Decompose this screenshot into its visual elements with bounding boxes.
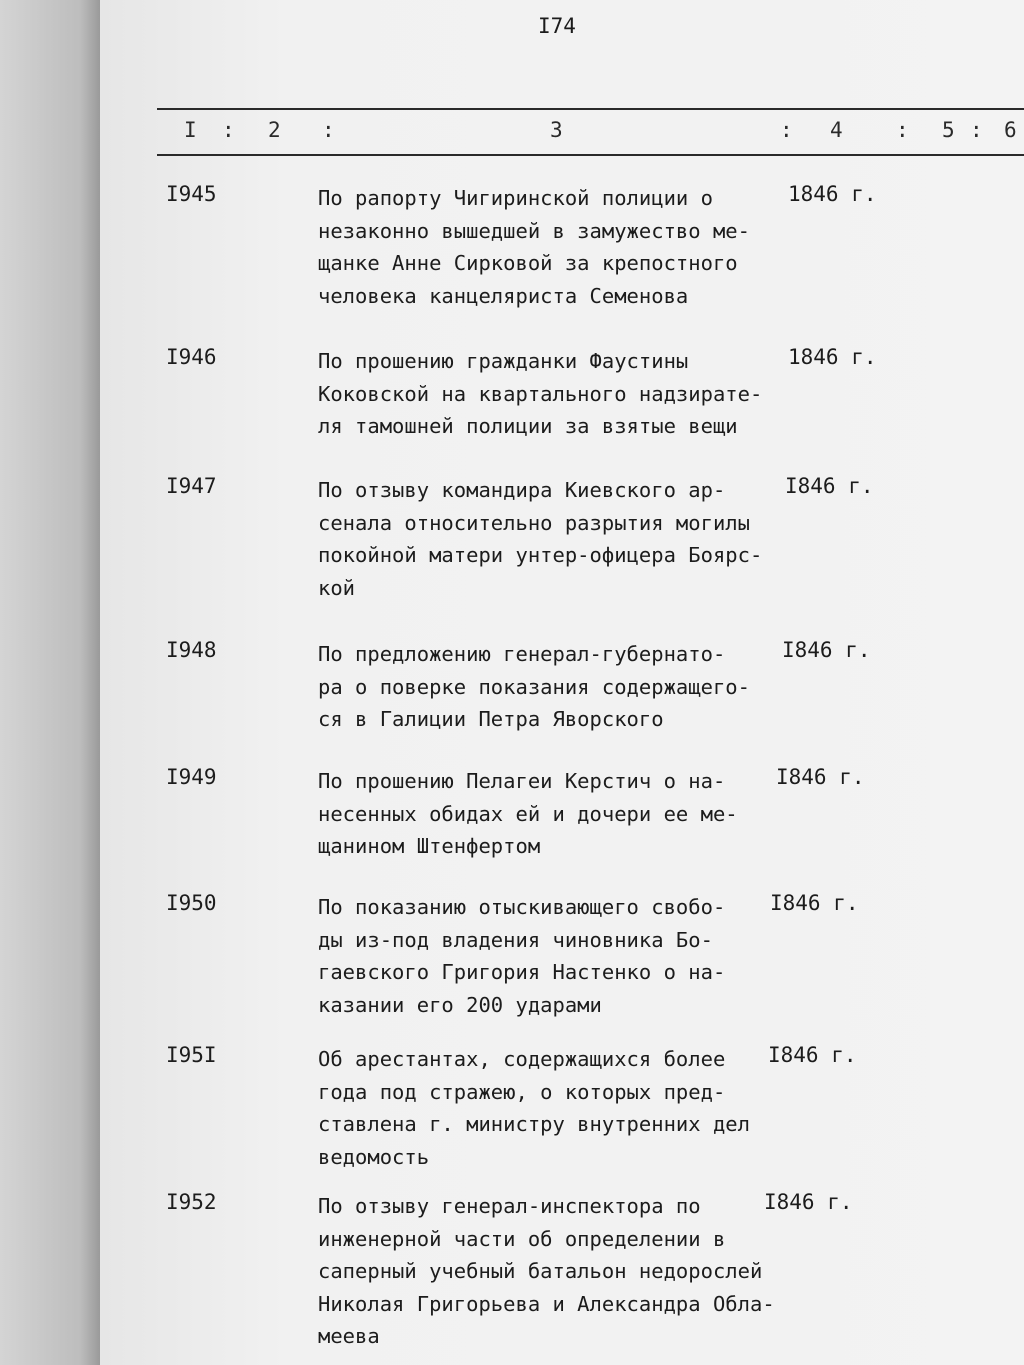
entry-year: I846 г.: [782, 638, 871, 662]
entry-number: I95I: [166, 1043, 217, 1067]
column-header-4: 4: [830, 118, 843, 142]
entry-number: I947: [166, 474, 217, 498]
entry-line: гаевского Григория Настенко о на-: [318, 960, 726, 984]
entry-line: ведомость: [318, 1144, 430, 1169]
header-rule-bottom: [157, 154, 1024, 156]
entry-line: По предложению генерал-губернато-: [318, 642, 726, 666]
entry-line: ра о поверке показания содержащего-: [318, 674, 750, 699]
entry-line: Об арестантах, содержащихся более: [318, 1047, 726, 1071]
entry-year: I846 г.: [770, 891, 859, 915]
entry-number: I948: [166, 638, 217, 662]
binding-margin: [0, 0, 100, 1365]
entry-line: саперный учебный батальон недорослей: [318, 1259, 763, 1283]
entry-number: I952: [166, 1190, 217, 1214]
column-header-3: 3: [550, 118, 563, 142]
entry-year: I846 г.: [764, 1190, 853, 1214]
entry-number: I946: [166, 345, 217, 369]
entry-description: [318, 765, 788, 863]
entry-year: 1846 г.: [788, 345, 877, 369]
entry-number: I949: [166, 765, 217, 789]
entry-line: По показанию отыскивающего свобо-: [318, 895, 726, 919]
entry-description: [318, 345, 788, 443]
entry-number: I950: [166, 891, 217, 915]
entry-line: кой: [318, 575, 356, 600]
column-separator: :: [970, 118, 983, 142]
entry-line: щанке Анне Сирковой за крепостного: [318, 251, 738, 275]
entry-line: По отзыву командира Киевского ар-: [318, 478, 726, 502]
column-header-6: 6: [1004, 118, 1017, 142]
entry-description: [318, 182, 788, 312]
entry-line: казании его 200 ударами: [318, 992, 602, 1017]
entry-line: несенных обидах ей и дочери ее ме-: [318, 801, 738, 826]
entry-description: [318, 474, 788, 604]
column-header-2: 2: [268, 118, 281, 142]
entry-line: щанином Штенфертом: [318, 834, 541, 858]
column-separator: :: [222, 118, 235, 142]
entry-line: покойной матери унтер-офицера Боярс-: [318, 543, 763, 567]
entry-line: Николая Григорьева и Александра Облa-: [318, 1291, 775, 1316]
entry-line: меева: [318, 1324, 380, 1348]
entry-line: сенала относительно разрытия могилы: [318, 510, 750, 535]
entry-line: человека канцеляриста Семенова: [318, 283, 689, 308]
entry-line: года под стражею, о которых пред-: [318, 1079, 726, 1104]
entry-description: [318, 1190, 788, 1353]
column-separator: :: [780, 118, 793, 142]
entry-line: ся в Галиции Петра Яворского: [318, 707, 664, 731]
entry-description: [318, 891, 788, 1021]
column-header-1: I: [184, 118, 197, 142]
entry-line: ставлена г. министру внутренних дел: [318, 1112, 750, 1136]
column-separator: :: [896, 118, 909, 142]
entry-line: ды из-под владения чиновника Бо-: [318, 927, 713, 952]
entry-number: I945: [166, 182, 217, 206]
column-header-5: 5: [942, 118, 955, 142]
document-page: [100, 0, 1024, 1365]
entry-description: [318, 1043, 788, 1173]
entry-description: [318, 638, 788, 736]
entry-year: I846 г.: [776, 765, 865, 789]
entry-line: По отзыву генерал-инспектора по: [318, 1194, 701, 1218]
entry-line: инженерной части об определении в: [318, 1226, 726, 1251]
entry-year: 1846 г.: [788, 182, 877, 206]
entry-year: I846 г.: [768, 1043, 857, 1067]
entry-line: По прошению гражданки Фаустины: [318, 349, 689, 373]
entry-line: По рапорту Чигиринской полиции о: [318, 186, 713, 210]
entry-line: ля тамошней полиции за взятые вещи: [318, 414, 738, 438]
entry-line: По прошению Пелагеи Керстич о на-: [318, 769, 726, 793]
header-rule-top: [157, 108, 1024, 110]
entry-line: Коковской на квартального надзирате-: [318, 381, 763, 406]
page-number: I74: [538, 14, 576, 38]
entry-line: незаконно вышедшей в замужество ме-: [318, 218, 750, 243]
column-separator: :: [322, 118, 335, 142]
entry-year: I846 г.: [785, 474, 874, 498]
